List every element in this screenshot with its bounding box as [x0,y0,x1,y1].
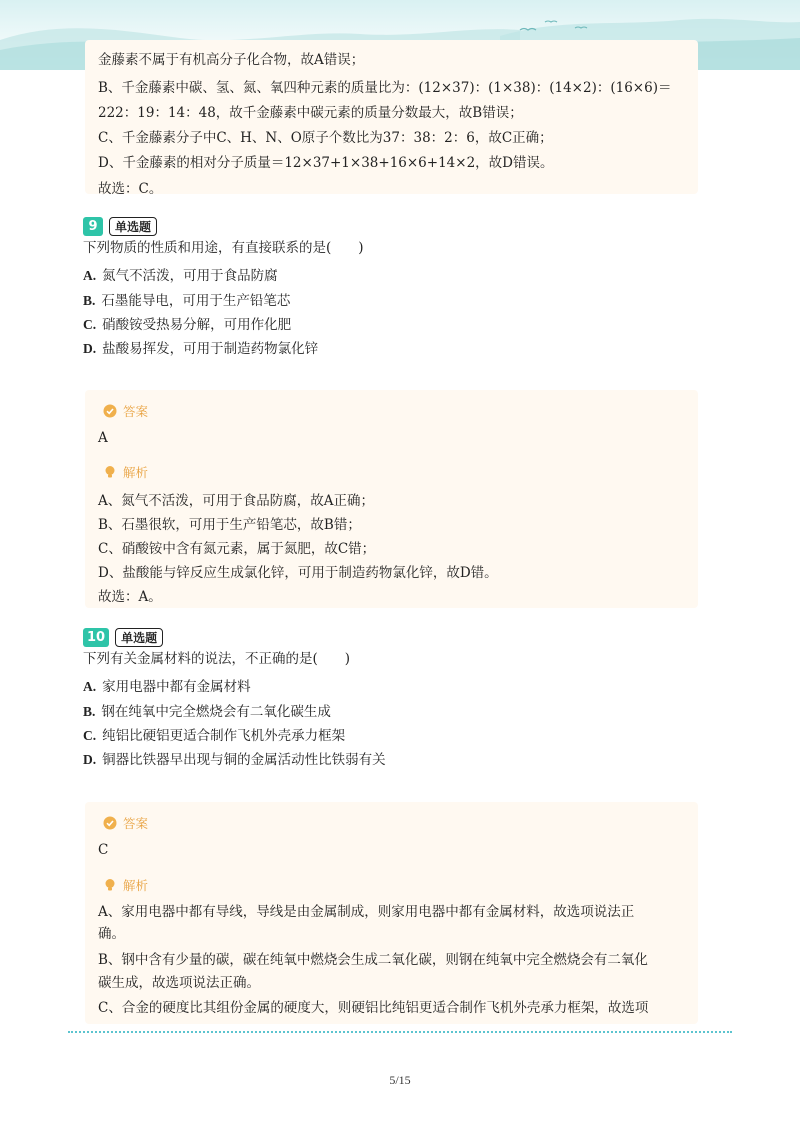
question-10-option-b [83,702,331,722]
question-10-option-a [83,677,251,697]
footer-divider [68,1031,732,1033]
answer-tag [103,402,148,420]
question-10-answer-card [85,802,698,1024]
analysis-line: B、石墨很软，可用于生产铅笔芯，故B错； [98,517,361,533]
option-text: 家用电器中都有金属材料 [102,679,251,695]
analysis-line: C、千金藤素分子中C、H、N、O原子个数比为37：38：2：6，故C正确； [98,130,553,146]
question-number-badge: 9 [83,217,103,236]
analysis-line: 碳生成，故选项说法正确。 [98,975,260,991]
analysis-tag [103,463,148,481]
analysis-tag-label: 解析 [123,878,149,893]
question-type-badge: 单选题 [115,628,163,647]
question-number-badge: 10 [83,628,109,647]
option-label: D. [83,341,97,356]
analysis-line: 故选：C。 [98,181,163,197]
option-label: A. [83,679,97,694]
page-number: 5/15 [389,1073,411,1087]
analysis-line: 222：19：14：48，故千金藤素中碳元素的质量分数最大，故B错误； [98,105,523,121]
option-label: B. [83,704,96,719]
question-9-option-c [83,315,291,335]
analysis-line: B、千金藤素中碳、氢、氮、氧四种元素的质量比为：(12×37)：(1×38)：(14×2)：(16×6)＝ [98,80,672,96]
question-10-header [83,628,163,647]
question-9-option-b [83,291,290,311]
question-9-option-d [83,339,318,359]
option-text: 铜器比铁器早出现与铜的金属活动性比铁弱有关 [102,752,386,768]
check-badge-icon [103,404,117,418]
analysis-line: 金藤素不属于有机高分子化合物，故A错误； [98,52,365,68]
analysis-line: B、钢中含有少量的碳，碳在纯氧中燃烧会生成二氧化碳，则钢在纯氧中完全燃烧会有二氧化 [98,952,648,968]
lightbulb-icon [103,878,117,892]
analysis-tag-label: 解析 [123,465,149,480]
option-label: B. [83,293,96,308]
question-9-header [83,217,157,236]
answer-value: A [98,430,108,446]
analysis-line: 故选：A。 [98,589,162,605]
analysis-line: 确。 [98,926,125,942]
option-text: 纯铝比硬铝更适合制作飞机外壳承力框架 [102,728,346,744]
lightbulb-icon [103,465,117,479]
question-10-stem: 下列有关金属材料的说法，不正确的是( ) [83,651,351,667]
question-9-stem: 下列物质的性质和用途，有直接联系的是( ) [83,240,364,256]
analysis-line: C、硝酸铵中含有氮元素，属于氮肥，故C错； [98,541,376,557]
option-label: C. [83,317,97,332]
option-text: 硝酸铵受热易分解，可用作化肥 [102,317,292,333]
option-text: 盐酸易挥发，可用于制造药物氯化锌 [102,341,319,357]
analysis-line: A、家用电器中都有导线，导线是由金属制成，则家用电器中都有金属材料，故选项说法正 [98,904,635,920]
question-10-option-c [83,726,345,746]
analysis-line: C、合金的硬度比其组份金属的硬度大，则硬铝比纯铝更适合制作飞机外壳承力框架，故选项 [98,1000,649,1016]
analysis-line: D、千金藤素的相对分子质量＝12×37+1×38+16×6+14×2，故D错误。 [98,155,554,171]
option-label: A. [83,268,97,283]
option-label: D. [83,752,97,767]
answer-tag-label: 答案 [123,404,149,419]
answer-tag [103,814,148,832]
check-badge-icon [103,816,117,830]
question-9-answer-card [85,390,698,608]
question-9-option-a [83,266,278,286]
option-text: 氮气不活泼，可用于食品防腐 [102,268,278,284]
analysis-line: D、盐酸能与锌反应生成氯化锌，可用于制造药物氯化锌，故D错。 [98,565,498,581]
option-label: C. [83,728,97,743]
analysis-line: A、氮气不活泼，可用于食品防腐，故A正确； [98,493,374,509]
answer-value: C [98,842,109,858]
question-10-option-d [83,750,386,770]
previous-analysis-card [85,40,698,197]
answer-tag-label: 答案 [123,816,149,831]
option-text: 石墨能导电，可用于生产铅笔芯 [101,293,291,309]
question-type-badge: 单选题 [109,217,157,236]
option-text: 钢在纯氧中完全燃烧会有二氧化碳生成 [101,704,331,720]
analysis-tag [103,876,148,894]
